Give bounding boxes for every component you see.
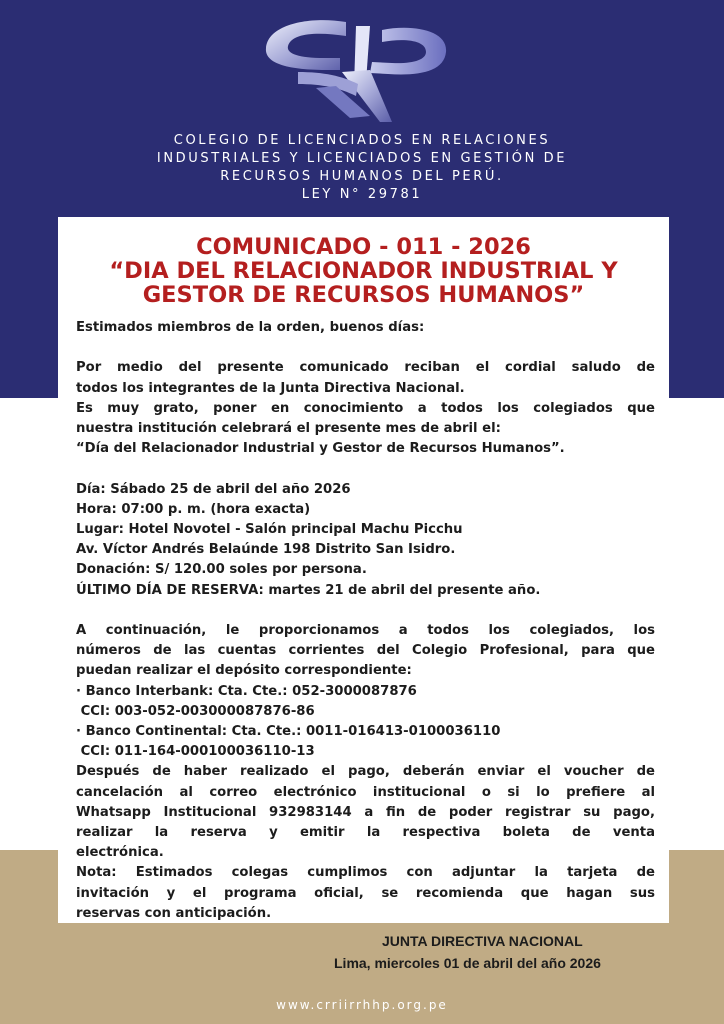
bank-interbank-cci: CCI: 003-052-003000087876-86 bbox=[76, 703, 315, 719]
crp-logo-icon bbox=[258, 14, 458, 126]
intro-line-1: Por medio del presente comunicado reciban el cordial saludo de bbox=[76, 360, 655, 376]
logo bbox=[258, 14, 458, 126]
bank-interbank: · Banco Interbank: Cta. Cte.: 052-3000087876 bbox=[76, 683, 417, 699]
title-line-1: COMUNICADO - 011 - 2026 bbox=[196, 234, 531, 260]
bank-continental: · Banco Continental: Cta. Cte.: 0011-016413-0100036110 bbox=[76, 724, 501, 740]
title-line-3: GESTOR DE RECURSOS HUMANOS” bbox=[142, 282, 585, 308]
event-day: Día: Sábado 25 de abril del año 2026 bbox=[76, 481, 351, 497]
org-line-2: INDUSTRIALES Y LICENCIADOS EN GESTIÓN DE bbox=[156, 151, 568, 166]
signature-date: Lima, miercoles 01 de abril del año 2026 bbox=[334, 955, 601, 971]
bank-continental-cci: CCI: 011-164-000100036110-13 bbox=[76, 744, 315, 760]
org-law: LEY N° 29781 bbox=[301, 187, 423, 202]
reservation-deadline: ÚLTIMO DÍA DE RESERVA: martes 21 de abril del presente año. bbox=[76, 582, 541, 598]
intro-line-4: nuestra institución celebrará el presente mes de abril el: bbox=[76, 421, 501, 436]
intro-line-2: todos los integrantes de la Junta Directiva Nacional. bbox=[76, 380, 465, 396]
event-place: Lugar: Hotel Novotel - Salón principal Machu Picchu bbox=[76, 522, 463, 537]
intro-line-5: “Día del Relacionador Industrial y Gestor de Recursos Humanos”. bbox=[76, 441, 565, 457]
signature-block bbox=[334, 930, 654, 974]
event-donation: Donación: S/ 120.00 soles por persona. bbox=[76, 562, 367, 578]
intro-line-3: Es muy grato, poner en conocimiento a todos los colegiados que bbox=[76, 400, 655, 416]
note-line-3: reservas con anticipación. bbox=[76, 905, 272, 921]
note-line-2: invitación y el programa oficial, se recomienda que hagan sus bbox=[76, 885, 655, 901]
signature-name: JUNTA DIRECTIVA NACIONAL bbox=[382, 933, 583, 949]
organization-name bbox=[60, 132, 664, 204]
payment-line-5: electrónica. bbox=[76, 845, 164, 861]
event-time: Hora: 07:00 p. m. (hora exacta) bbox=[76, 501, 311, 517]
payment-line-1: Después de haber realizado el pago, deberán enviar el voucher de bbox=[76, 764, 655, 780]
accounts-line-2: números de las cuentas corrientes del Colegio Profesional, para que bbox=[76, 643, 655, 659]
title-line-2: “DIA DEL RELACIONADOR INDUSTRIAL Y bbox=[109, 258, 618, 284]
accounts-line-1: A continuación, le proporcionamos a todos los colegiados, los bbox=[76, 623, 655, 638]
communique-title bbox=[58, 235, 669, 307]
note-line-1: Nota: Estimados colegas cumplimos con adjuntar la tarjeta de bbox=[76, 865, 655, 881]
greeting: Estimados miembros de la orden, buenos días: bbox=[76, 320, 425, 335]
communique-body bbox=[76, 318, 655, 924]
event-address: Av. Víctor Andrés Belaúnde 198 Distrito San Isidro. bbox=[76, 542, 456, 558]
org-line-1: COLEGIO DE LICENCIADOS EN RELACIONES bbox=[173, 133, 551, 148]
payment-line-3: Whatsapp Institucional 932983144 a fin de poder registrar su pago, bbox=[76, 804, 655, 820]
website-link[interactable]: www.crriirrhhp.org.pe bbox=[276, 998, 448, 1012]
accounts-line-3: puedan realizar el depósito correspondiente: bbox=[76, 663, 412, 679]
communique-card bbox=[58, 217, 669, 971]
payment-line-4: realizar la reserva y emitir la respectiva boleta de venta bbox=[76, 825, 655, 841]
org-line-3: RECURSOS HUMANOS DEL PERÚ. bbox=[220, 169, 504, 184]
payment-line-2: cancelación al correo electrónico institucional o si lo prefiere al bbox=[76, 784, 655, 800]
